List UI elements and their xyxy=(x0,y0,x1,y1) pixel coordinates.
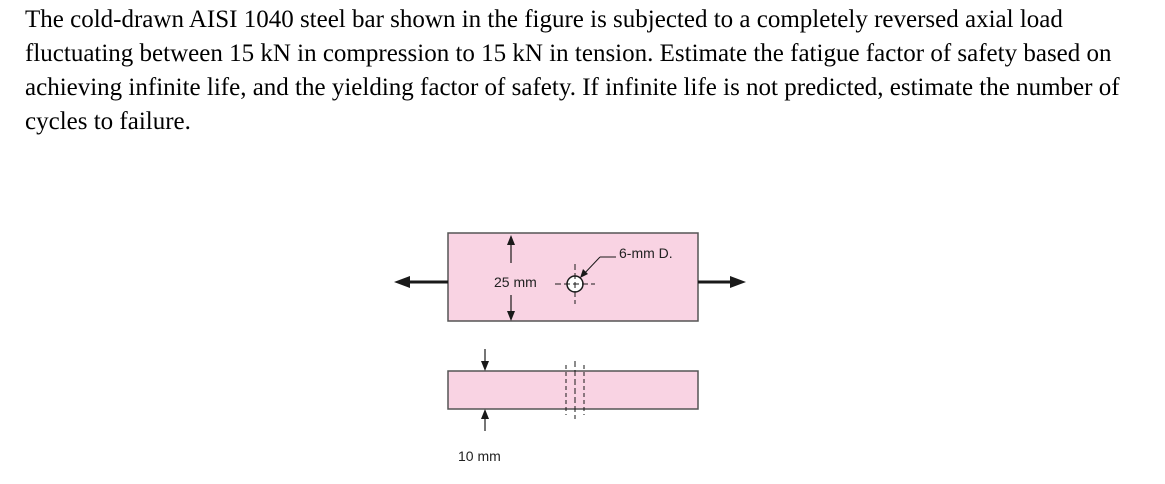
hole-diameter-label: 6-mm D. xyxy=(619,245,673,261)
right-load-arrow xyxy=(698,276,746,288)
problem-statement: The cold-drawn AISI 1040 steel bar shown in the figure is subjected to a completely reversed axial load fluctuating between 15 kN in compression to 15 kN in tension. Estimate the fatigue factor of safety based on achieving infinite life, and the yielding factor of safety. If infinite life is not predicted, estimate the number of cycles to failure. xyxy=(25,6,1120,135)
width-label: 25 mm xyxy=(494,274,537,290)
bar-figure xyxy=(390,225,770,475)
thickness-label: 10 mm xyxy=(458,448,501,464)
left-load-arrow xyxy=(394,276,448,288)
plate-side-view xyxy=(448,371,698,409)
